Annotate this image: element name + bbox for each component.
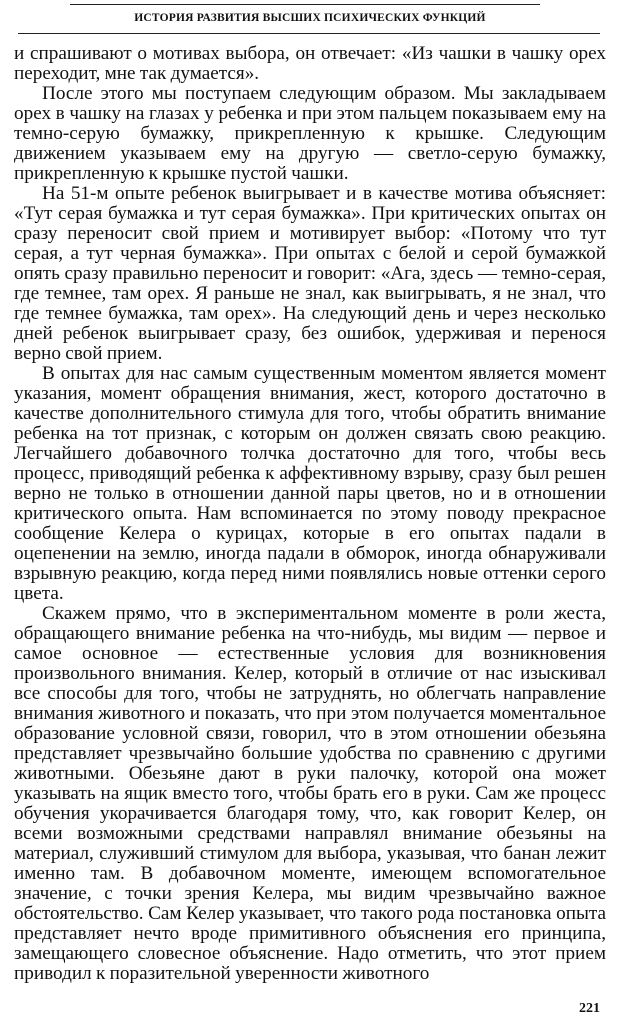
- header-top-rule: [70, 4, 540, 5]
- paragraph-4: В опытах для нас самым существенным моментом является момент указания, момент обращения внимания, жест, которого достаточно в качестве дополнительного стимула для того, чтобы обратить внимание ребенка на тот признак, с которым он должен связать свою реакцию. Легчайшего добавочного толчка достаточно для того, чтобы весь процесс, приводящий ребенка к аффективному взрыву, сразу был решен верно не только в отношении данной пары цветов, но и в отношении критического опыта. Нам вспоминается по этому поводу прекрасное сообщение Келера о курицах, которые в его опытах падали в оцепенении на землю, иногда падали в обморок, иногда обнаруживали взрывную реакцию, когда перед ними появлялись новые оттенки серого цвета.: [14, 363, 606, 604]
- header-bottom-rule: [18, 33, 600, 34]
- paragraph-1: и спрашивают о мотивах выбора, он отвечает: «Из чашки в чашку орех переходит, мне так думается».: [14, 43, 606, 84]
- running-header: ИСТОРИЯ РАЗВИТИЯ ВЫСШИХ ПСИХИЧЕСКИХ ФУНКЦИЙ: [134, 12, 486, 24]
- paragraph-3: На 51-м опыте ребенок выигрывает и в качестве мотива объясняет: «Тут серая бумажка и тут серая бумажка». При критических опытах он сразу переносит свой прием и мотивирует выбор: «Потому что тут серая, а тут черная бумажка». При опытах с белой и серой бумажкой опять сразу правильно переносит и говорит: «Ага, здесь — темно-серая, где темнее, там орех. Я раньше не знал, как выигрывать, я не знал, что где темнее бумажка, там орех». На следующий день и через несколько дней ребенок выигрывает сразу, без ошибок, удерживая и перенося верно свой прием.: [14, 183, 606, 364]
- paragraph-2: После этого мы поступаем следующим образом. Мы закладываем орех в чашку на глазах у ребенка и при этом пальцем показываем ему на темно-серую бумажку, прикрепленную к крышке. Следующим движением указываем ему на другую — светло-серую бумажку, прикрепленную к крышке пустой чашки.: [14, 83, 606, 184]
- page-number: 221: [579, 1001, 600, 1016]
- text-body: [14, 44, 606, 984]
- paragraph-5: Скажем прямо, что в экспериментальном моменте в роли жеста, обращающего внимание ребенка на что-нибудь, мы видим — первое и самое основное — естественные условия для возникновения произвольного внимания. Келер, который в отличие от нас изыскивал все способы для того, чтобы не затруднять, но облегчать направление внимания животного и показать, что при этом получается моментальное образование условной связи, говорил, что в этом отношении обезьяна представляет чрезвычайно большие удобства по сравнению с другими животными. Обезьяне дают в руки палочку, которой она может указывать на ящик вместо того, чтобы брать его в руки. Сам же процесс обучения укорачивается благодаря тому, что, как говорит Келер, он всеми возможными средствами направлял внимание обезьяны на материал, служивший стимулом для выбора, указывая, что банан лежит именно там. В добавочном моменте, имеющем вспомогательное значение, с точки зрения Келера, мы видим чрезвычайно важное обстоятельство. Сам Келер указывает, что такого рода постановка опыта представляет нечто вроде примитивного объяснения его принципа, замещающего словесное объяснение. Надо отметить, что этот прием приводил к поразительной уверенности животного: [14, 603, 606, 984]
